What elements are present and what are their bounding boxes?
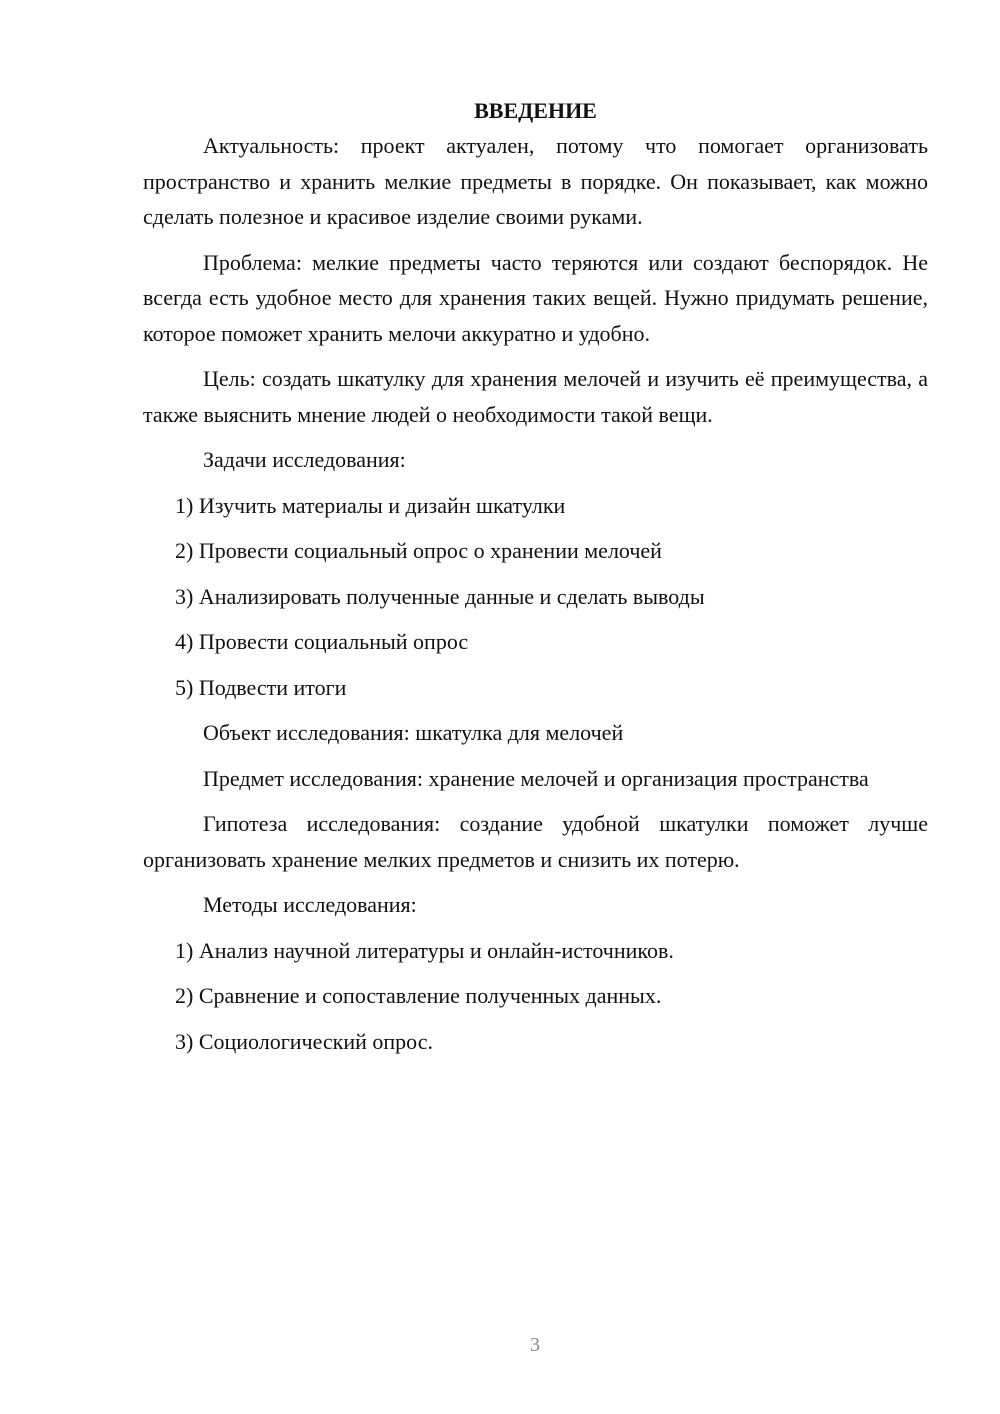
hypothesis-paragraph: Гипотеза исследования: создание удобной шкатулки поможет лучше организовать хранение мелких предметов и снизить их потерю. <box>143 811 928 872</box>
list-item: 5) Подвести итоги <box>175 674 347 700</box>
methods-heading: Методы исследования: <box>203 892 417 917</box>
page-title: ВВЕДЕНИЕ <box>474 98 597 123</box>
relevance-paragraph: Актуальность: проект актуален, потому что помогает организовать пространство и хранить мелкие предметы в порядке. Он показывает, как можно сделать полезное и красивое изделие своими руками. <box>143 133 928 229</box>
page-number: 3 <box>530 1334 540 1356</box>
subject-paragraph: Предмет исследования: хранение мелочей и организация пространства <box>203 765 869 791</box>
list-item: 3) Социологический опрос. <box>175 1028 433 1054</box>
list-item: 1) Изучить материалы и дизайн шкатулки <box>175 492 566 518</box>
page-content <box>143 96 928 1069</box>
list-item: 1) Анализ научной литературы и онлайн-источников. <box>175 937 674 963</box>
list-item: 2) Провести социальный опрос о хранении мелочей <box>175 538 662 563</box>
object-paragraph: Объект исследования: шкатулка для мелочей <box>203 720 624 745</box>
tasks-list <box>143 488 928 706</box>
goal-paragraph: Цель: создать шкатулку для хранения мелочей и изучить её преимущества, а также выяснить мнение людей о необходимости такой вещи. <box>143 366 928 427</box>
list-item: 4) Провести социальный опрос <box>175 629 469 654</box>
tasks-heading: Задачи исследования: <box>203 447 406 472</box>
problem-paragraph: Проблема: мелкие предметы часто теряются или создают беспорядок. Не всегда есть удобное место для хранения таких вещей. Нужно придумать решение, которое поможет хранить мелочи аккуратно и удобно. <box>143 249 928 346</box>
methods-list <box>143 933 928 1060</box>
list-item: 3) Анализировать полученные данные и сделать выводы <box>175 583 705 609</box>
list-item: 2) Сравнение и сопоставление полученных данных. <box>175 983 662 1008</box>
